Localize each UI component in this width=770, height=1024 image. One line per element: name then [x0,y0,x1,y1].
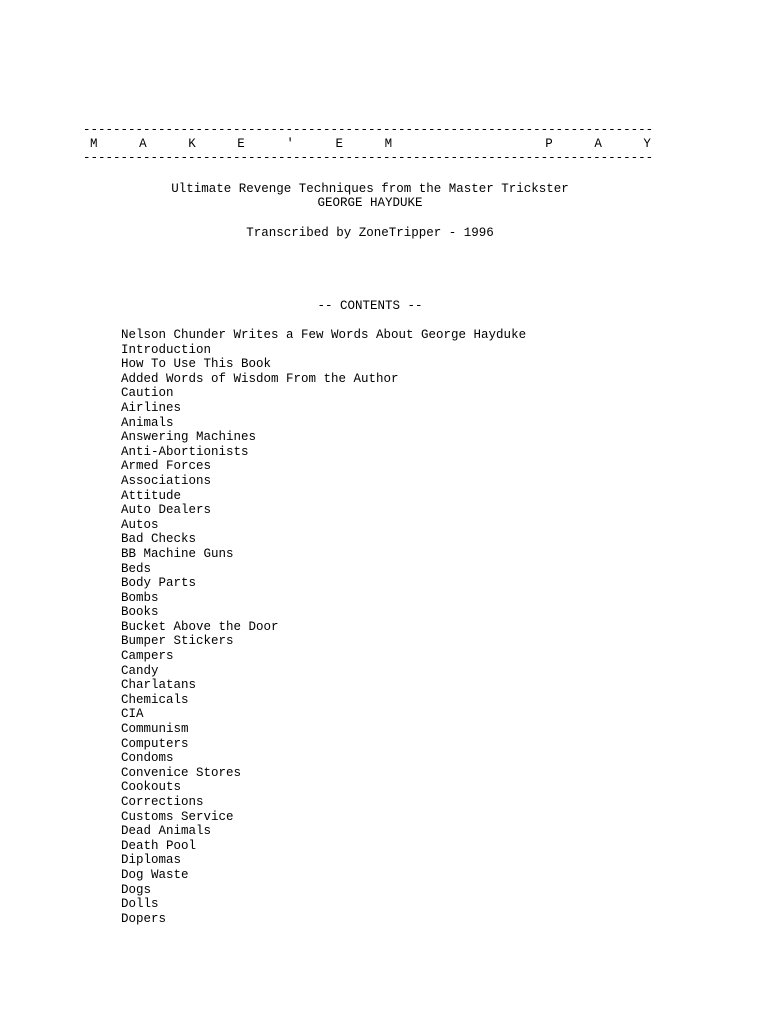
author: GEORGE HAYDUKE [317,196,423,210]
banner-letter: A [594,137,602,151]
contents-item: Answering Machines [121,430,257,445]
bottom-rule: ---------------------------------------------------------------------------- [83,151,654,165]
contents-item: Communism [121,722,189,737]
banner-gap [434,137,504,151]
contents-item: Introduction [121,342,212,357]
banner-letter: E [335,137,343,151]
contents-item: Bad Checks [121,532,197,547]
banner-letter: ' [286,137,294,151]
banner-letter: K [188,137,196,151]
contents-item: Body Parts [121,576,197,591]
contents-item: Computers [121,736,189,751]
contents-item: Dolls [121,897,159,912]
contents-item: Corrections [121,795,204,809]
contents-item: Candy [121,663,159,678]
contents-item: Charlatans [121,678,197,693]
top-rule: ---------------------------------------------------------------------------- [83,123,654,137]
contents-item: BB Machine Guns [121,546,234,561]
contents-item: Bombs [121,590,159,605]
contents-item: Anti-Abortionists [121,444,249,459]
contents-item: How To Use This Book [121,357,272,372]
contents-item: Associations [121,473,212,488]
contents-item: Chemicals [121,692,189,707]
contents-item: Animals [121,415,174,430]
contents-item: Dogs [121,882,152,897]
contents-item: Dead Animals [121,824,212,839]
banner-letter: A [139,137,147,151]
banner-letter: Y [643,137,651,151]
contents-item: Cookouts [121,780,182,795]
contents-item: Auto Dealers [121,503,212,518]
contents-item: Dog Waste [121,867,189,882]
banner-letter: E [237,137,245,151]
contents-item: Nelson Chunder Writes a Few Words About George Hayduke [121,328,527,342]
contents-item: Diplomas [121,853,182,868]
contents-item: Armed Forces [121,459,212,474]
transcriber-credit: Transcribed by ZoneTripper - 1996 [246,226,494,240]
contents-item: Airlines [121,400,182,415]
contents-item: Customs Service [121,809,234,824]
title-banner [83,137,657,151]
contents-item: Added Words of Wisdom From the Author [121,371,399,386]
contents-item: Death Pool [121,838,197,853]
contents-item: Condoms [121,751,174,766]
banner-letter: M [384,137,393,151]
contents-item: CIA [121,707,144,722]
contents-item: Bumper Stickers [121,634,234,649]
contents-item: Caution [121,386,174,401]
contents-item: Books [121,605,159,620]
contents-item: Bucket Above the Door [121,619,279,634]
contents-item: Attitude [121,488,182,503]
contents-item: Campers [121,649,174,664]
banner-letter: P [545,137,553,151]
contents-item: Beds [121,561,152,576]
contents-item: Autos [121,517,159,532]
contents-item: Convenice Stores [121,765,242,780]
contents-item: Dopers [121,911,167,926]
subtitle: Ultimate Revenge Techniques from the Master Trickster [171,182,569,196]
contents-list [121,328,526,926]
banner-letter: M [90,137,98,151]
contents-heading: -- CONTENTS -- [317,299,423,313]
